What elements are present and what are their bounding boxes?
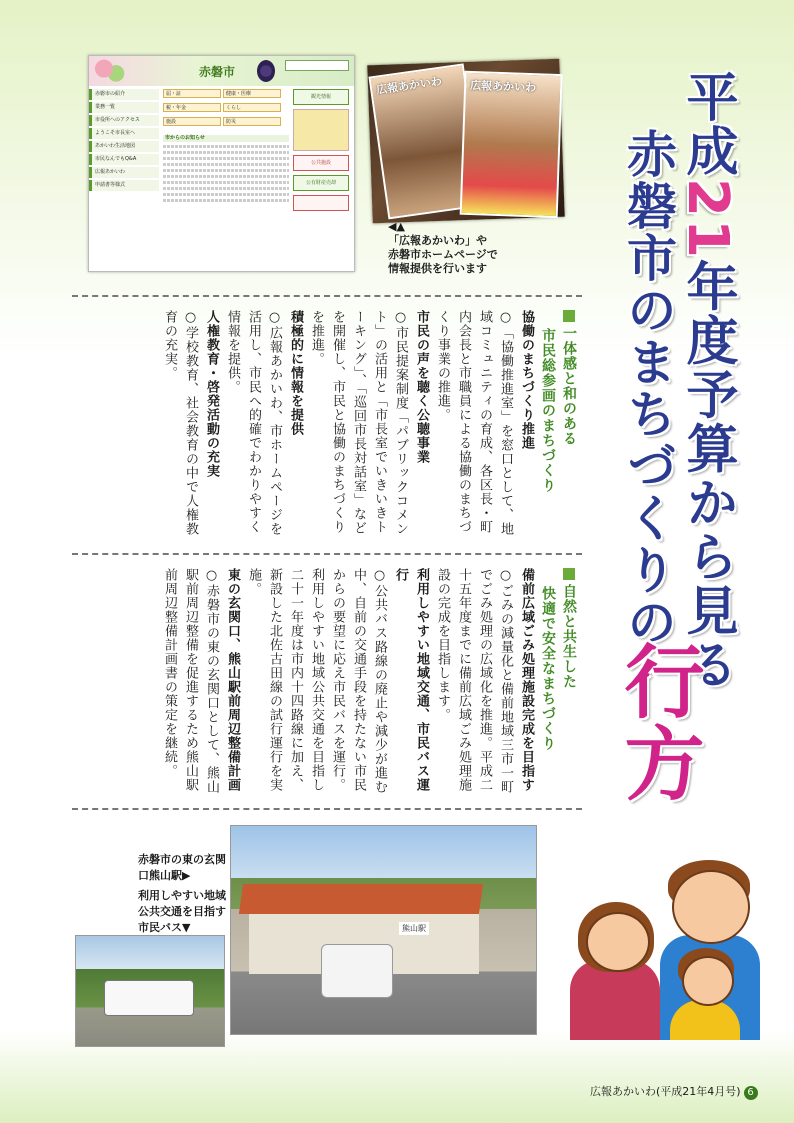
nav-item: 業務一覧 bbox=[89, 102, 159, 113]
page-number: 6 bbox=[744, 1086, 758, 1100]
title-post: 年度予算から見る bbox=[677, 259, 737, 692]
mother-head bbox=[586, 912, 650, 972]
child-head bbox=[682, 956, 734, 1006]
news-header: 市からのお知らせ bbox=[163, 135, 289, 142]
news-line bbox=[163, 187, 289, 190]
item-body: ○赤磐市の東の玄関口として、熊山駅前周辺整備を促進するため熊山駅前周辺整備計画書の策定を継続。 bbox=[162, 568, 219, 794]
item-body: ○公共バス路線の廃止や減少が進む中、自前の交通手段を持たない市民からの要望に応え市民バスを運行。利用しやすい地域公共交通を目指し二十一年度は市内十四路線に加え、新設した北佐古田線の試行運行を実施。 bbox=[246, 568, 387, 794]
nav-item: 市役所へのアクセス bbox=[89, 115, 159, 126]
news-line bbox=[163, 145, 289, 148]
father-head bbox=[672, 870, 750, 944]
news-line bbox=[163, 199, 289, 202]
nav-item: あかいわ生活地図 bbox=[89, 141, 159, 152]
section-1 bbox=[72, 310, 580, 546]
item-body: ○市民提案制度「パブリックコメント」の活用と「市長室でいきいきトーキング」、「巡回市長対話室」などを開催し、市民と協働のまちづくりを推進。 bbox=[309, 310, 408, 536]
news-line bbox=[163, 157, 289, 160]
website-sidebar bbox=[293, 89, 349, 215]
grape-image bbox=[257, 60, 275, 82]
item-body: ○「協働推進室」を窓口として、地域コミュニティの育成、各区長・町内会長と市職員による協働のまちづくり事業の推進。 bbox=[435, 310, 513, 536]
website-search-box bbox=[285, 60, 349, 71]
mother-body bbox=[570, 960, 660, 1040]
news-line bbox=[163, 151, 289, 154]
caption-line: 利用しやすい地域 bbox=[138, 889, 226, 902]
banner bbox=[293, 195, 349, 211]
item-title: 人権教育・啓発活動の充実 bbox=[204, 310, 219, 478]
item-body: ○ごみの減量化と備前地域三市一町でごみ処理の広域化を推進。平成二十五年度までに備前広域ごみ処理施設の完成を目指します。 bbox=[435, 568, 513, 794]
divider bbox=[72, 808, 582, 810]
website-nav bbox=[89, 89, 159, 193]
caption-line: 公共交通を目指す bbox=[138, 905, 226, 918]
nav-item: 申請書等様式 bbox=[89, 180, 159, 191]
page-footer bbox=[590, 1083, 758, 1100]
nav-item: 市民なんでもQ&A bbox=[89, 154, 159, 165]
bus-image bbox=[104, 980, 194, 1016]
category-item: 届・証 bbox=[163, 89, 221, 98]
news-line bbox=[163, 175, 289, 178]
item-title: 利用しやすい地域交通、市民バス運行 bbox=[393, 568, 429, 792]
news-line bbox=[163, 163, 289, 166]
magazine-cover bbox=[460, 71, 563, 218]
nav-item: 赤磐市の紹介 bbox=[89, 89, 159, 100]
item-title: 市民の声を聴く公聴事業 bbox=[414, 310, 429, 464]
website-screenshot bbox=[88, 55, 355, 272]
magazine-photo bbox=[367, 59, 564, 224]
station-sign: 熊山駅 bbox=[399, 922, 429, 935]
caption-line: ◀▲ bbox=[388, 220, 405, 233]
magazine-title: 広報あかいわ bbox=[469, 78, 537, 95]
item-title: 東の玄関口、熊山駅前周辺整備計画 bbox=[225, 568, 240, 792]
divider bbox=[72, 553, 582, 555]
caption-line: 口熊山駅▶ bbox=[138, 869, 191, 882]
square-icon bbox=[563, 310, 575, 322]
news-line bbox=[163, 193, 289, 196]
nav-item: ようこそ市長室へ bbox=[89, 128, 159, 139]
website-logo: 赤磐市 bbox=[199, 65, 236, 79]
title-num: 21 bbox=[675, 178, 740, 260]
news-line bbox=[163, 181, 289, 184]
section-heading bbox=[558, 568, 580, 804]
caption-station bbox=[138, 852, 226, 884]
website-header bbox=[89, 56, 354, 86]
item-title: 積極的に情報を提供 bbox=[288, 310, 303, 436]
caption-line: 赤磐市ホームページで bbox=[388, 248, 498, 261]
van-image bbox=[321, 944, 393, 998]
station-roof bbox=[239, 884, 483, 914]
magazine-title: 広報あかいわ bbox=[375, 74, 443, 97]
section-2 bbox=[140, 568, 580, 804]
caption-website bbox=[388, 220, 578, 276]
square-icon bbox=[563, 568, 575, 580]
caption-bus bbox=[138, 888, 226, 936]
item-body: ○広報あかいわ、市ホームページを活用し、市民へ的確でわかりやすく情報を提供。 bbox=[225, 310, 282, 536]
section-heading-2: 市民総参画のまちづくり bbox=[540, 328, 556, 493]
main-title-line3: 行方 bbox=[611, 640, 704, 804]
category-item: 施設 bbox=[163, 117, 221, 126]
website-categories bbox=[163, 89, 289, 205]
section-heading bbox=[558, 310, 580, 546]
item-body: ○学校教育、社会教育の中で人権教育の充実。 bbox=[162, 310, 198, 536]
caption-line: 市民バス▼ bbox=[138, 921, 191, 934]
category-item: 税・年金 bbox=[163, 103, 221, 112]
fruit-image bbox=[95, 59, 125, 83]
nav-item: 広報あかいわ bbox=[89, 167, 159, 178]
news-line bbox=[163, 169, 289, 172]
category-item: くらし bbox=[223, 103, 281, 112]
station-photo bbox=[230, 825, 537, 1035]
section-heading-2: 快適で安全なまちづくり bbox=[540, 586, 556, 751]
caption-line: 情報提供を行います bbox=[388, 262, 487, 275]
section-heading-1: 一体感と和のある bbox=[561, 326, 577, 446]
bus-photo bbox=[75, 935, 225, 1047]
item-title: 協働のまちづくり推進 bbox=[519, 310, 534, 450]
banner: 公共施設 bbox=[293, 155, 349, 171]
title-pre: 平成 bbox=[677, 70, 737, 178]
footer-text: 広報あかいわ(平成21年4月号) bbox=[590, 1085, 741, 1098]
category-item: 防災 bbox=[223, 117, 281, 126]
item-title: 備前広域ごみ処理施設完成を目指す bbox=[519, 568, 534, 792]
main-title-line2: 赤磐市のまちづくりの bbox=[619, 128, 677, 648]
banner: 公有財産売却 bbox=[293, 175, 349, 191]
category-item: 健康・医療 bbox=[223, 89, 281, 98]
section-heading-1: 自然と共生した bbox=[561, 584, 577, 689]
caption-line: 「広報あかいわ」や bbox=[388, 234, 487, 247]
banner: 観光情報 bbox=[293, 89, 349, 105]
family-illustration bbox=[550, 840, 790, 1040]
divider bbox=[72, 295, 582, 297]
map-image bbox=[293, 109, 349, 151]
caption-line: 赤磐市の東の玄関 bbox=[138, 853, 226, 866]
